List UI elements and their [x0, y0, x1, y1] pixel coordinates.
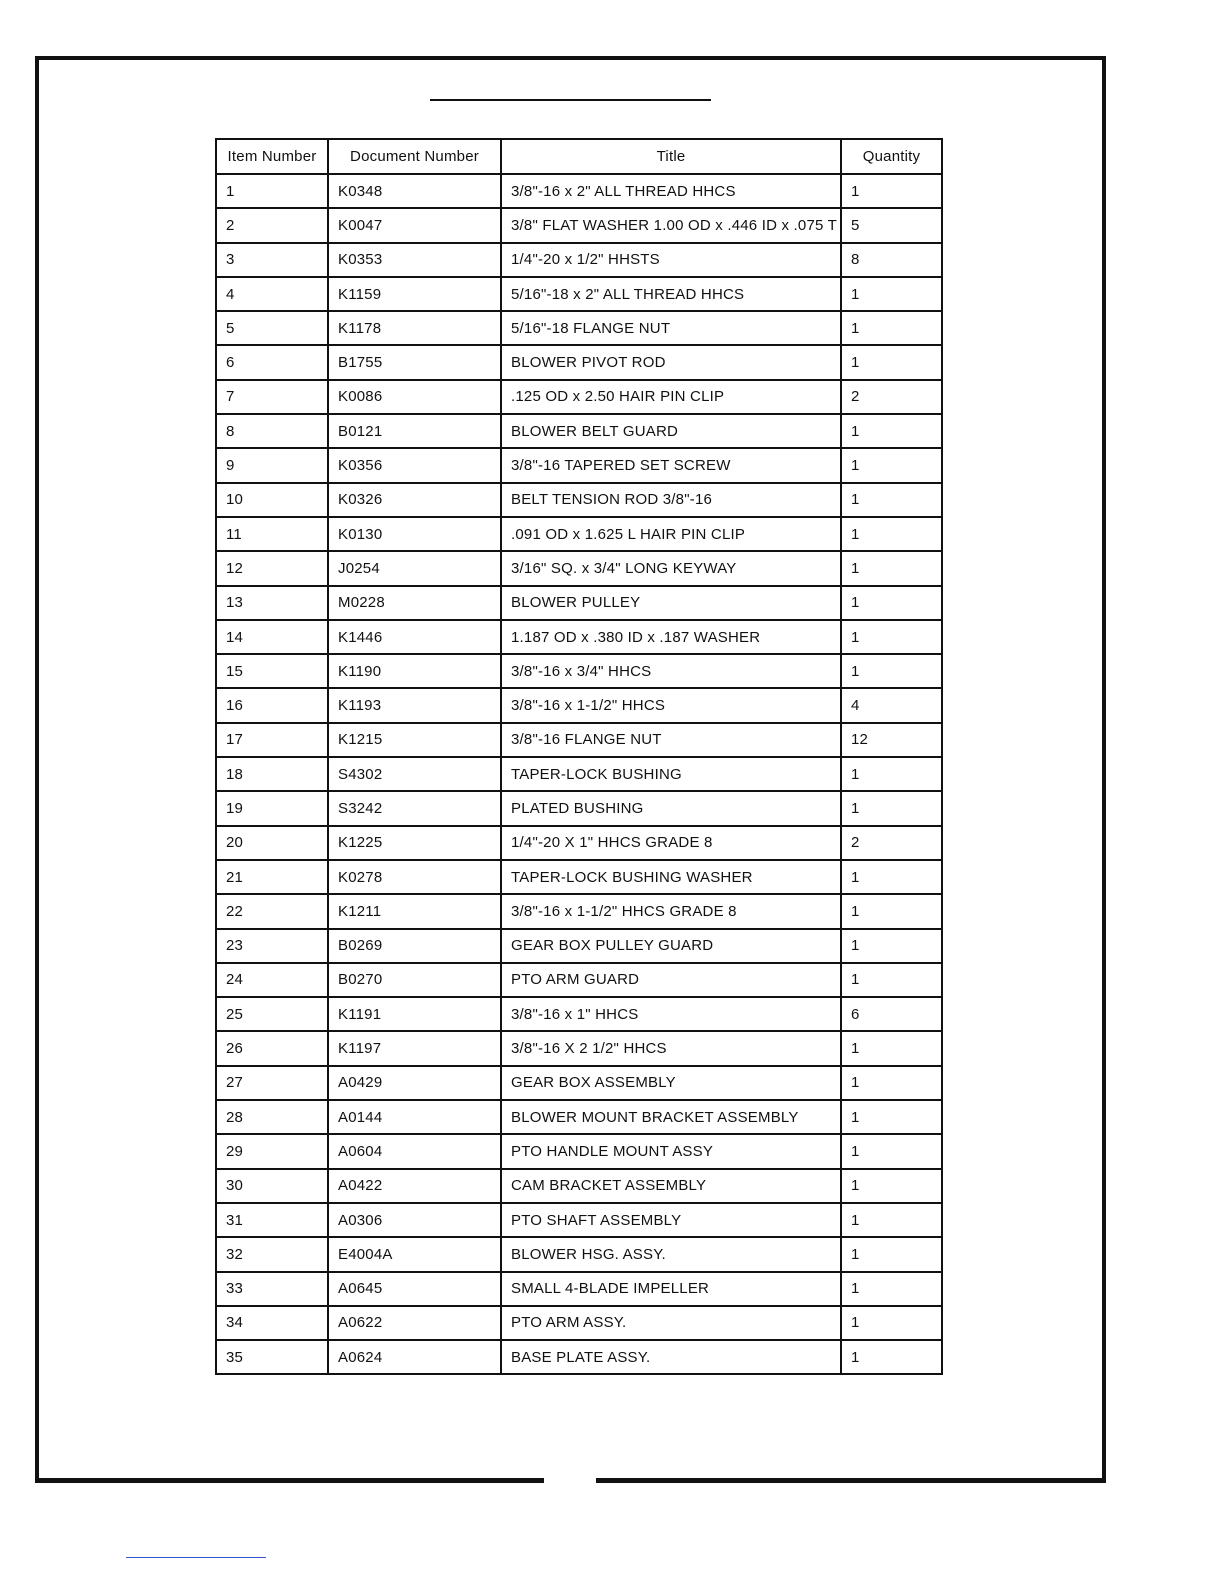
cell-title: 3/8"-16 FLANGE NUT — [501, 723, 841, 757]
cell-item-number: 21 — [216, 860, 328, 894]
cell-title: 3/8"-16 x 2" ALL THREAD HHCS — [501, 174, 841, 208]
cell-document-number: A0604 — [328, 1134, 501, 1168]
cell-quantity: 1 — [841, 277, 942, 311]
cell-item-number: 16 — [216, 688, 328, 722]
cell-item-number: 4 — [216, 277, 328, 311]
cell-quantity: 1 — [841, 1066, 942, 1100]
table-row — [216, 791, 942, 825]
bottom-border-left — [35, 1478, 544, 1483]
cell-quantity: 1 — [841, 1134, 942, 1168]
table-row — [216, 963, 942, 997]
cell-quantity: 1 — [841, 1100, 942, 1134]
table-row — [216, 860, 942, 894]
cell-quantity: 1 — [841, 345, 942, 379]
cell-item-number: 7 — [216, 380, 328, 414]
cell-item-number: 34 — [216, 1306, 328, 1340]
cell-quantity: 1 — [841, 1203, 942, 1237]
cell-document-number: K1178 — [328, 311, 501, 345]
table-row — [216, 1306, 942, 1340]
cell-item-number: 10 — [216, 483, 328, 517]
cell-quantity: 1 — [841, 1169, 942, 1203]
header-document-number: Document Number — [328, 139, 501, 174]
cell-document-number: M0228 — [328, 586, 501, 620]
cell-item-number: 32 — [216, 1237, 328, 1271]
cell-document-number: K0348 — [328, 174, 501, 208]
cell-quantity: 1 — [841, 929, 942, 963]
cell-document-number: K1193 — [328, 688, 501, 722]
parts-list-table — [215, 138, 943, 1375]
table-row — [216, 1100, 942, 1134]
cell-item-number: 2 — [216, 208, 328, 242]
cell-quantity: 1 — [841, 860, 942, 894]
cell-title: SMALL 4-BLADE IMPELLER — [501, 1272, 841, 1306]
cell-item-number: 20 — [216, 826, 328, 860]
cell-quantity: 1 — [841, 517, 942, 551]
cell-title: TAPER-LOCK BUSHING WASHER — [501, 860, 841, 894]
table-row — [216, 208, 942, 242]
cell-title: 3/8"-16 TAPERED SET SCREW — [501, 448, 841, 482]
cell-title: PTO HANDLE MOUNT ASSY — [501, 1134, 841, 1168]
cell-document-number: K0356 — [328, 448, 501, 482]
cell-quantity: 6 — [841, 997, 942, 1031]
table-header-row — [216, 139, 942, 174]
cell-document-number: S3242 — [328, 791, 501, 825]
cell-item-number: 13 — [216, 586, 328, 620]
cell-document-number: B0121 — [328, 414, 501, 448]
cell-title: .091 OD x 1.625 L HAIR PIN CLIP — [501, 517, 841, 551]
cell-document-number: A0422 — [328, 1169, 501, 1203]
table-row — [216, 1169, 942, 1203]
cell-document-number: S4302 — [328, 757, 501, 791]
table-row — [216, 517, 942, 551]
cell-quantity: 1 — [841, 791, 942, 825]
cell-item-number: 14 — [216, 620, 328, 654]
cell-quantity: 1 — [841, 757, 942, 791]
cell-document-number: K0353 — [328, 243, 501, 277]
table-row — [216, 380, 942, 414]
cell-quantity: 1 — [841, 311, 942, 345]
cell-item-number: 12 — [216, 551, 328, 585]
table-row — [216, 414, 942, 448]
cell-title: BLOWER HSG. ASSY. — [501, 1237, 841, 1271]
header-title: Title — [501, 139, 841, 174]
cell-title: 1/4"-20 X 1" HHCS GRADE 8 — [501, 826, 841, 860]
cell-quantity: 1 — [841, 586, 942, 620]
cell-title: 3/16" SQ. x 3/4" LONG KEYWAY — [501, 551, 841, 585]
table-row — [216, 551, 942, 585]
cell-document-number: E4004A — [328, 1237, 501, 1271]
cell-title: BASE PLATE ASSY. — [501, 1340, 841, 1374]
cell-item-number: 11 — [216, 517, 328, 551]
table-row — [216, 1272, 942, 1306]
cell-title: PTO ARM GUARD — [501, 963, 841, 997]
cell-document-number: K1225 — [328, 826, 501, 860]
cell-document-number: K1197 — [328, 1031, 501, 1065]
cell-document-number: K1211 — [328, 894, 501, 928]
cell-quantity: 1 — [841, 1272, 942, 1306]
cell-quantity: 1 — [841, 483, 942, 517]
table-row — [216, 997, 942, 1031]
cell-title: 3/8"-16 x 1-1/2" HHCS — [501, 688, 841, 722]
cell-title: BELT TENSION ROD 3/8"-16 — [501, 483, 841, 517]
cell-title: 1.187 OD x .380 ID x .187 WASHER — [501, 620, 841, 654]
cell-document-number: B0270 — [328, 963, 501, 997]
cell-item-number: 1 — [216, 174, 328, 208]
cell-document-number: K1215 — [328, 723, 501, 757]
cell-title: GEAR BOX ASSEMBLY — [501, 1066, 841, 1100]
cell-title: BLOWER PIVOT ROD — [501, 345, 841, 379]
cell-item-number: 23 — [216, 929, 328, 963]
cell-item-number: 22 — [216, 894, 328, 928]
cell-title: 3/8"-16 x 1" HHCS — [501, 997, 841, 1031]
cell-item-number: 27 — [216, 1066, 328, 1100]
cell-document-number: A0306 — [328, 1203, 501, 1237]
cell-document-number: K1159 — [328, 277, 501, 311]
cell-document-number: A0429 — [328, 1066, 501, 1100]
title-underline — [430, 99, 711, 101]
cell-quantity: 1 — [841, 174, 942, 208]
cell-title: 3/8"-16 x 1-1/2" HHCS GRADE 8 — [501, 894, 841, 928]
cell-quantity: 1 — [841, 620, 942, 654]
cell-item-number: 19 — [216, 791, 328, 825]
table-row — [216, 757, 942, 791]
cell-document-number: K1446 — [328, 620, 501, 654]
cell-item-number: 33 — [216, 1272, 328, 1306]
cell-item-number: 3 — [216, 243, 328, 277]
cell-title: BLOWER MOUNT BRACKET ASSEMBLY — [501, 1100, 841, 1134]
cell-document-number: B0269 — [328, 929, 501, 963]
cell-title: GEAR BOX PULLEY GUARD — [501, 929, 841, 963]
cell-document-number: K0086 — [328, 380, 501, 414]
cell-item-number: 25 — [216, 997, 328, 1031]
cell-quantity: 1 — [841, 1031, 942, 1065]
cell-quantity: 4 — [841, 688, 942, 722]
cell-quantity: 5 — [841, 208, 942, 242]
cell-title: 3/8" FLAT WASHER 1.00 OD x .446 ID x .075 T — [501, 208, 841, 242]
table-body — [216, 174, 942, 1374]
cell-document-number: K0047 — [328, 208, 501, 242]
cell-document-number: A0645 — [328, 1272, 501, 1306]
table-row — [216, 826, 942, 860]
table-row — [216, 1203, 942, 1237]
cell-title: 3/8"-16 x 3/4" HHCS — [501, 654, 841, 688]
cell-document-number: K1190 — [328, 654, 501, 688]
cell-quantity: 1 — [841, 963, 942, 997]
cell-quantity: 1 — [841, 551, 942, 585]
cell-document-number: K1191 — [328, 997, 501, 1031]
cell-title: 3/8"-16 X 2 1/2" HHCS — [501, 1031, 841, 1065]
cell-quantity: 1 — [841, 448, 942, 482]
header-quantity: Quantity — [841, 139, 942, 174]
cell-quantity: 1 — [841, 654, 942, 688]
table-row — [216, 586, 942, 620]
cell-title: .125 OD x 2.50 HAIR PIN CLIP — [501, 380, 841, 414]
table-row — [216, 1237, 942, 1271]
table-row — [216, 654, 942, 688]
cell-item-number: 30 — [216, 1169, 328, 1203]
cell-title: TAPER-LOCK BUSHING — [501, 757, 841, 791]
cell-title: 5/16"-18 x 2" ALL THREAD HHCS — [501, 277, 841, 311]
header-item-number: Item Number — [216, 139, 328, 174]
cell-quantity: 12 — [841, 723, 942, 757]
cell-quantity: 2 — [841, 826, 942, 860]
cell-document-number: K0278 — [328, 860, 501, 894]
cell-quantity: 1 — [841, 414, 942, 448]
cell-item-number: 31 — [216, 1203, 328, 1237]
table-row — [216, 243, 942, 277]
table-row — [216, 1340, 942, 1374]
cell-document-number: B1755 — [328, 345, 501, 379]
table-row — [216, 448, 942, 482]
table-row — [216, 1031, 942, 1065]
cell-title: 1/4"-20 x 1/2" HHSTS — [501, 243, 841, 277]
cell-item-number: 8 — [216, 414, 328, 448]
cell-quantity: 1 — [841, 1340, 942, 1374]
cell-title: PTO ARM ASSY. — [501, 1306, 841, 1340]
cell-quantity: 1 — [841, 1306, 942, 1340]
cell-title: PTO SHAFT ASSEMBLY — [501, 1203, 841, 1237]
cell-item-number: 5 — [216, 311, 328, 345]
cell-item-number: 28 — [216, 1100, 328, 1134]
table-row — [216, 174, 942, 208]
cell-title: BLOWER BELT GUARD — [501, 414, 841, 448]
table-row — [216, 345, 942, 379]
cell-title: BLOWER PULLEY — [501, 586, 841, 620]
cell-quantity: 2 — [841, 380, 942, 414]
cell-item-number: 6 — [216, 345, 328, 379]
cell-document-number: A0144 — [328, 1100, 501, 1134]
footer-link[interactable] — [126, 1557, 266, 1558]
table-row — [216, 1134, 942, 1168]
cell-quantity: 8 — [841, 243, 942, 277]
cell-item-number: 26 — [216, 1031, 328, 1065]
cell-document-number: A0624 — [328, 1340, 501, 1374]
cell-quantity: 1 — [841, 1237, 942, 1271]
cell-title: PLATED BUSHING — [501, 791, 841, 825]
table-row — [216, 1066, 942, 1100]
table-row — [216, 311, 942, 345]
cell-item-number: 18 — [216, 757, 328, 791]
table-row — [216, 723, 942, 757]
cell-document-number: J0254 — [328, 551, 501, 585]
table-row — [216, 929, 942, 963]
cell-document-number: K0326 — [328, 483, 501, 517]
cell-document-number: K0130 — [328, 517, 501, 551]
cell-item-number: 9 — [216, 448, 328, 482]
table-row — [216, 894, 942, 928]
table-row — [216, 688, 942, 722]
cell-title: CAM BRACKET ASSEMBLY — [501, 1169, 841, 1203]
bottom-border-right — [596, 1478, 1106, 1483]
cell-document-number: A0622 — [328, 1306, 501, 1340]
cell-item-number: 35 — [216, 1340, 328, 1374]
table-row — [216, 277, 942, 311]
cell-item-number: 15 — [216, 654, 328, 688]
cell-title: 5/16"-18 FLANGE NUT — [501, 311, 841, 345]
table-row — [216, 483, 942, 517]
cell-item-number: 24 — [216, 963, 328, 997]
cell-item-number: 17 — [216, 723, 328, 757]
table-row — [216, 620, 942, 654]
cell-quantity: 1 — [841, 894, 942, 928]
cell-item-number: 29 — [216, 1134, 328, 1168]
